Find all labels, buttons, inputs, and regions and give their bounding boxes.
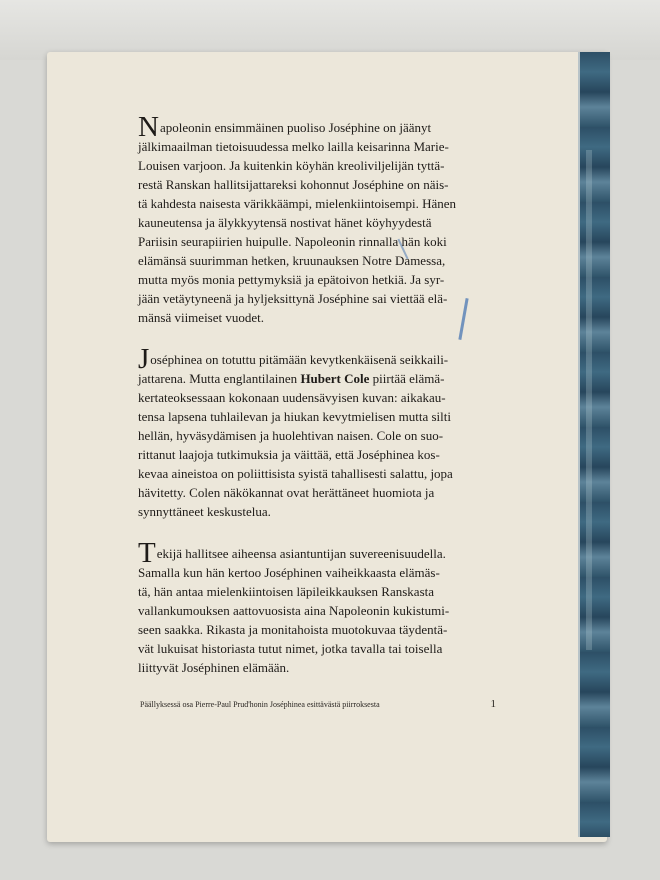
text-line bbox=[138, 343, 510, 375]
text-line: kertateoksessaan kokonaan uudensävyisen kuvan: aikakau- bbox=[138, 390, 446, 405]
drop-cap: T bbox=[138, 537, 156, 569]
text-line: rittanut laajoja tutkimuksia ja väittää, että Joséphinea kos- bbox=[138, 447, 440, 462]
text-line: Pariisin seurapiirien huipulle. Napoleonin rinnalla hän koki bbox=[138, 234, 447, 249]
text-line: kauneutensa ja älykkyytensä nostivat hänet köyhyydestä bbox=[138, 215, 432, 230]
text-line bbox=[138, 111, 510, 143]
text-line: tensa lapsena tuhlailevan ja hiukan kevytmielisen mutta silti bbox=[138, 409, 452, 424]
paragraph-2 bbox=[138, 343, 510, 521]
blurb-text bbox=[138, 111, 510, 700]
text-line-content: apoleonin ensimmäinen puoliso Joséphine on jäänyt bbox=[159, 120, 432, 135]
text-line: kevaa aineistoa on poliittisista syistä tahallisesti salattu, jopa bbox=[138, 466, 453, 481]
text-line: jään vetäytyneenä ja hyljeksittynä Joséphine sai viettää elä- bbox=[138, 291, 448, 306]
text-line: liittyvät Joséphinen elämään. bbox=[138, 660, 290, 675]
text-line: seen saakka. Rikasta ja monitahoista muotokuvaa täydentä- bbox=[138, 622, 448, 637]
book-spine bbox=[578, 52, 610, 837]
text-line: jälkimaailman tietoisuudessa melko lailla keisarinna Marie- bbox=[138, 139, 449, 154]
background bbox=[0, 0, 660, 60]
text-line: tä, hän antaa mielenkiintoisen läpileikkauksen Ranskasta bbox=[138, 584, 435, 599]
text-line: synnyttäneet keskustelua. bbox=[138, 504, 271, 519]
text-line: Samalla kun hän kertoo Joséphinen vaiheikkaasta elämäs- bbox=[138, 565, 440, 580]
drop-cap: N bbox=[138, 111, 159, 143]
cover-credit-caption: Päällyksessä osa Pierre-Paul Prud'honin Joséphinea esittävästä piirroksesta bbox=[140, 700, 380, 709]
drop-cap: J bbox=[138, 343, 150, 375]
text-line: hellän, hyväsydämisen ja huolehtivan naisen. Cole on suo- bbox=[138, 428, 444, 443]
page-number: 1 bbox=[490, 698, 496, 710]
text-line: Louisen varjoon. Ja kuitenkin köyhän kreoliviljelijän tyttä- bbox=[138, 158, 445, 173]
text-line-content: ekijä hallitsee aiheensa asiantuntijan suvereenisuudella. bbox=[156, 546, 446, 561]
text-line: restä Ranskan hallitsijattareksi kohonnut Joséphine on näis- bbox=[138, 177, 449, 192]
cover-credit bbox=[140, 700, 512, 709]
paragraph-1 bbox=[138, 111, 510, 327]
text-line: mutta myös monia pettymyksiä ja epätoivon hetkiä. Ja syr- bbox=[138, 272, 445, 287]
text-line: vallankumouksen aattovuosista aina Napoleonin kukistumi- bbox=[138, 603, 450, 618]
text-line bbox=[138, 537, 510, 569]
text-line: tä kahdesta naisesta värikkäämpi, mielenkiintoisempi. Hänen bbox=[138, 196, 457, 211]
text-line: mänsä viimeiset vuodet. bbox=[138, 310, 265, 325]
text-line-content: oséphinea on totuttu pitämään kevytkenkäisenä seikkaili- bbox=[150, 352, 449, 367]
text-line: vät lukuisat historiasta tutut nimet, jotka tavalla tai toisella bbox=[138, 641, 443, 656]
author-name: Hubert Cole bbox=[300, 371, 370, 386]
spine-highlight bbox=[586, 150, 592, 650]
text-line: jattarena. Mutta englantilainen Hubert Cole piirtää elämä- bbox=[138, 371, 445, 386]
paragraph-3 bbox=[138, 537, 510, 677]
text-line: elämänsä suurimman hetken, kruunauksen Notre Damessa, bbox=[138, 253, 446, 268]
text-line: hävitetty. Colen näkökannat ovat herättäneet huomiota ja bbox=[138, 485, 435, 500]
